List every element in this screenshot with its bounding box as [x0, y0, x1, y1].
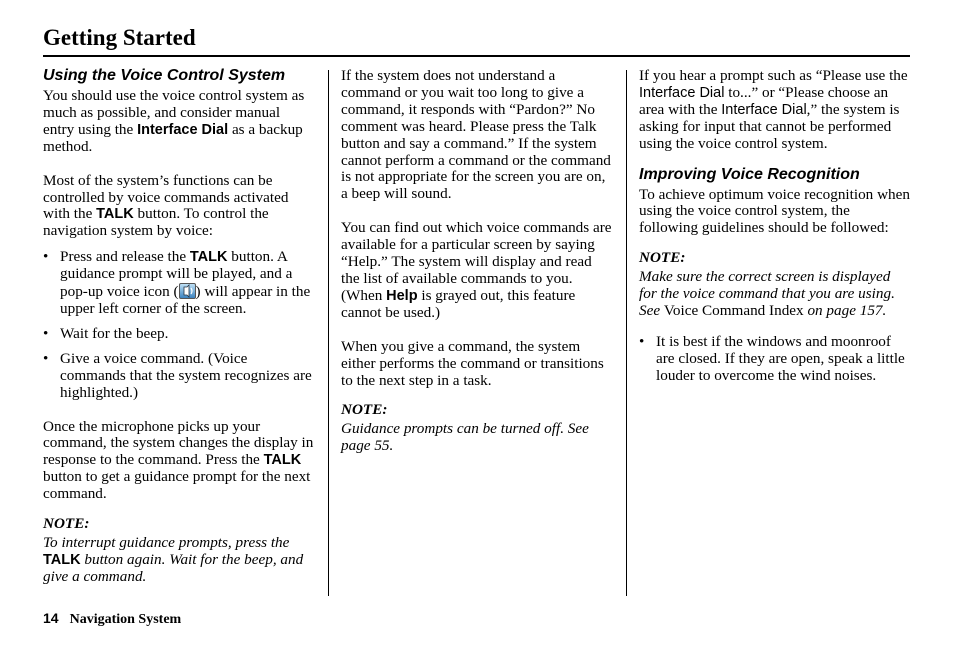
talk-key: TALK	[96, 206, 134, 223]
page-number: 14	[43, 610, 59, 626]
talk-key: TALK	[43, 551, 81, 568]
note-label: NOTE:	[43, 515, 90, 533]
voice-command-icon	[179, 283, 196, 299]
paragraph-text: is grayed out, this feature cannot be used.)	[341, 286, 576, 321]
note-label: NOTE:	[639, 249, 686, 267]
list-text: Wait for the beep.	[60, 324, 169, 342]
list-item	[43, 326, 315, 343]
column-1	[43, 66, 315, 586]
list-text: ) will appear in the upper left corner of the screen.	[60, 283, 311, 317]
paragraph-text: Most of the system’s functions can be controlled by voice commands activated with the	[43, 171, 289, 223]
paragraph-text: You should use the voice control system as much as possible, and consider manual entry using the	[43, 87, 305, 138]
paragraph-text: button. To control the navigation system by voice:	[43, 205, 269, 240]
voice-steps-list	[43, 249, 315, 401]
list-text: Press and release the	[60, 248, 190, 266]
title-rule	[43, 55, 910, 57]
help-key: Help	[386, 287, 418, 304]
note-text: button again. Wait for the beep, and give a command.	[43, 550, 304, 585]
paragraph-not-understood: If the system does not understand a command or you wait too long to give a command, it responds with “Pardon?” No comment was heard. Please press the Talk button and say a command.” If the system cannot perform a command or the command is not appropriate for the screen you are on, a beep will sound.	[341, 67, 611, 203]
page-footer	[43, 609, 181, 629]
note-text: Make sure the correct screen is displayed for the voice command that you are using. See	[639, 268, 895, 319]
section-heading-voice-recognition: Improving Voice Recognition	[639, 165, 860, 183]
list-item	[43, 249, 315, 318]
note-label: NOTE:	[341, 401, 388, 419]
column-divider-1	[328, 70, 329, 596]
paragraph-voice-functions	[43, 173, 315, 241]
book-title: Navigation System	[69, 612, 182, 627]
column-3	[639, 66, 911, 385]
paragraph-microphone	[43, 419, 315, 504]
column-divider-2	[626, 70, 627, 596]
paragraph-command-result: When you give a command, the system either performs the command or transitions to the next step in a task.	[341, 337, 604, 389]
list-text: It is best if the windows and moonroof are closed. If they are open, speak a little louder to overcome the wind noises.	[656, 332, 905, 384]
note-correct-screen	[639, 269, 911, 320]
talk-key: TALK	[189, 249, 228, 266]
interface-dial-key: Interface Dial	[639, 84, 725, 101]
voice-command-index-reference: Voice Command Index	[663, 301, 804, 319]
paragraph-interface-dial-prompt	[639, 68, 911, 153]
interface-dial-key: Interface Dial	[721, 101, 807, 118]
paragraph-text: If you hear a prompt such as “Please use the	[639, 67, 908, 84]
paragraph-text: button to get a guidance prompt for the next command.	[43, 468, 311, 503]
guidelines-list	[639, 334, 911, 385]
note-text: .	[882, 301, 887, 319]
list-text: button. A guidance prompt will be played, and a pop-up voice icon (	[60, 248, 293, 301]
list-item	[43, 351, 315, 402]
paragraph-guidelines: To achieve optimum voice recognition when using the voice control system, the following guidelines should be followed:	[639, 185, 910, 237]
interface-dial-key: Interface Dial	[137, 121, 229, 138]
paragraph-text: You can find out which voice commands are available for a particular screen by saying “Help.” The system will display and read the list of available commands to you. (When	[341, 219, 612, 304]
paragraph-voice-intro	[43, 88, 315, 156]
page-title: Getting Started	[43, 25, 196, 50]
paragraph-text: as a backup method.	[43, 120, 303, 155]
list-text: Give a voice command. (Voice commands that the system recognizes are highlighted.)	[60, 349, 312, 401]
note-interrupt-prompts	[43, 535, 315, 586]
paragraph-text: ,” the system is asking for input that cannot be performed using the voice control system.	[639, 100, 900, 152]
column-2	[341, 66, 613, 455]
paragraph-help-command	[341, 220, 613, 321]
paragraph-text: Once the microphone picks up your command, the system changes the display in response to the command. Press the	[43, 417, 314, 469]
note-text: To interrupt guidance prompts, press the	[43, 533, 290, 551]
section-heading-voice-control: Using the Voice Control System	[43, 67, 286, 84]
paragraph-text: to...” or “Please choose an area with the	[639, 83, 889, 118]
talk-key: TALK	[263, 452, 302, 469]
note-text: on page 157	[803, 301, 883, 319]
note-prompts-off: Guidance prompts can be turned off. See page 55.	[341, 420, 589, 455]
list-item	[639, 334, 911, 385]
